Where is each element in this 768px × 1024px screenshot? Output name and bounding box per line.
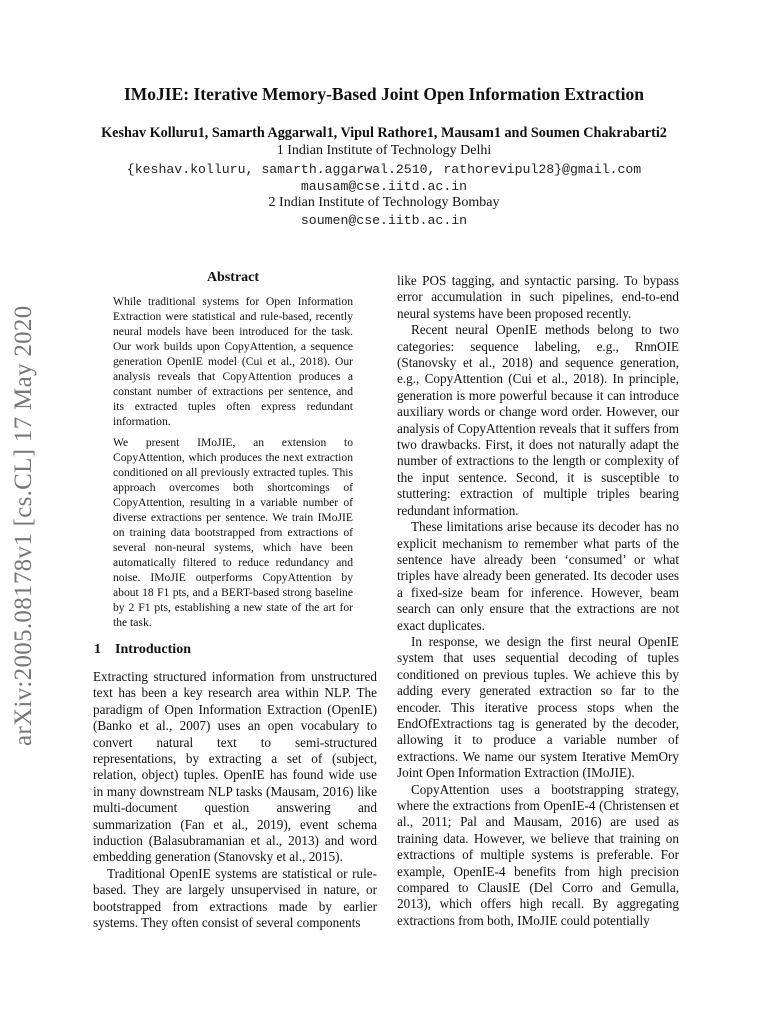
section-title: Introduction (115, 642, 191, 657)
body-paragraph-4: In response, we design the first neural OpenIE system that uses sequential decoding of tuples conditioned on previous tuples. We achieve this by adding every generated extraction so far to the encoder. This iterative process stops when the EndOfExtractions tag is generated by the decoder, allowing it to produce a variable number of extractions. We name our system Iterative MemOry Joint Open Information Extraction (IMoJIE). (397, 633, 679, 781)
arxiv-stamp-text: arXiv:2005.08178v1 [cs.CL] 17 May 2020 (10, 305, 37, 746)
abstract-section (113, 270, 353, 636)
affiliation-2: 2 Indian Institute of Technology Bombay (268, 195, 500, 210)
body-paragraph-1: like POS tagging, and syntactic parsing. To bypass error accumulation in such pipelines, end-to-end neural systems have been proposed recently. (397, 273, 679, 321)
section-number: 1 (94, 642, 101, 657)
emails-1: {keshav.kolluru, samarth.aggarwal.2510, rathorevipul28}@gmail.com (126, 162, 642, 177)
right-column-body (397, 273, 679, 929)
email-2: soumen@cse.iitb.ac.in (300, 213, 468, 228)
abstract-paragraph-1: While traditional systems for Open Information Extraction were statistical and rule-based, recently neural models have been introduced for the task. Our work builds upon CopyAttention, a sequence generation OpenIE model (Cui et al., 2018). Our analysis reveals that CopyAttention produces a constant number of extractions per sentence, and its extracted tuples often express redundant information. (113, 295, 353, 428)
abstract-heading: Abstract (206, 270, 260, 285)
section-heading-introduction (94, 642, 191, 658)
intro-paragraph-1: Extracting structured information from unstructured text has been a key research area within NLP. The paradigm of Open Information Extraction (OpenIE) (Banko et al., 2007) uses an open vocabulary to convert natural text to semi-structured representations, by extracting a set of (subject, relation, object) tuples. OpenIE has found wide use in many downstream NLP tasks (Mausam, 2016) like multi-document question answering and summarization (Fan et al., 2019), event schema induction (Balasubramanian et al., 2013) and word embedding generation (Stanovsky et al., 2015). (93, 669, 377, 865)
affiliation-1: 1 Indian Institute of Technology Delhi (276, 143, 492, 158)
body-paragraph-2: Recent neural OpenIE methods belong to two categories: sequence labeling, e.g., RnnOIE (Stanovsky et al., 2018) and sequence generation, e.g., CopyAttention (Cui et al., 2018). In principle, generation is more powerful because it can introduce auxiliary words or change word order. However, our analysis of CopyAttention reveals that it suffers from two drawbacks. First, it does not naturally adapt the number of extractions to the length or complexity of the input sentence. Second, it is susceptible to stuttering: extraction of multiple triples bearing redundant information. (397, 322, 679, 518)
body-paragraph-5: CopyAttention uses a bootstrapping strategy, where the extractions from OpenIE-4 (Christensen et al., 2011; Pal and Mausam, 2016) are used as training data. However, we believe that training on extractions of multiple systems is preferable. For example, OpenIE-4 benefits from high precision compared to ClausIE (Del Corro and Gemulla, 2013), which offers high recall. By aggregating extractions from both, IMoJIE could potentially (397, 781, 679, 928)
author-list: Keshav Kolluru1, Samarth Aggarwal1, Vipul Rathore1, Mausam1 and Soumen Chakrabarti2 (101, 125, 667, 141)
intro-paragraph-2: Traditional OpenIE systems are statistical or rule-based. They are largely unsupervised in nature, or bootstrapped from extractions made by earlier systems. They often consist of several components (93, 865, 377, 931)
left-column-body (93, 669, 377, 932)
body-paragraph-3: These limitations arise because its decoder has no explicit mechanism to remember what parts of the sentence have already been ‘consumed’ or what triples have already been generated. Its decoder uses a fixed-size beam for inference. However, beam search can only ensure that the extractions are not exact duplicates. (397, 519, 679, 633)
paper-title: IMoJIE: Iterative Memory-Based Joint Open Information Extraction (123, 84, 645, 104)
email-1b: mausam@cse.iitd.ac.in (300, 179, 468, 194)
abstract-paragraph-2: We present IMoJIE, an extension to CopyAttention, which produces the next extraction conditioned on all previously extracted tuples. This approach overcomes both shortcomings of CopyAttention, resulting in a variable number of diverse extractions per sentence. We train IMoJIE on training data bootstrapped from extractions of several non-neural systems, which have been automatically filtered to reduce redundancy and noise. IMoJIE outperforms CopyAttention by about 18 F1 pts, and a BERT-based strong baseline by 2 F1 pts, establishing a new state of the art for the task. (113, 436, 353, 629)
